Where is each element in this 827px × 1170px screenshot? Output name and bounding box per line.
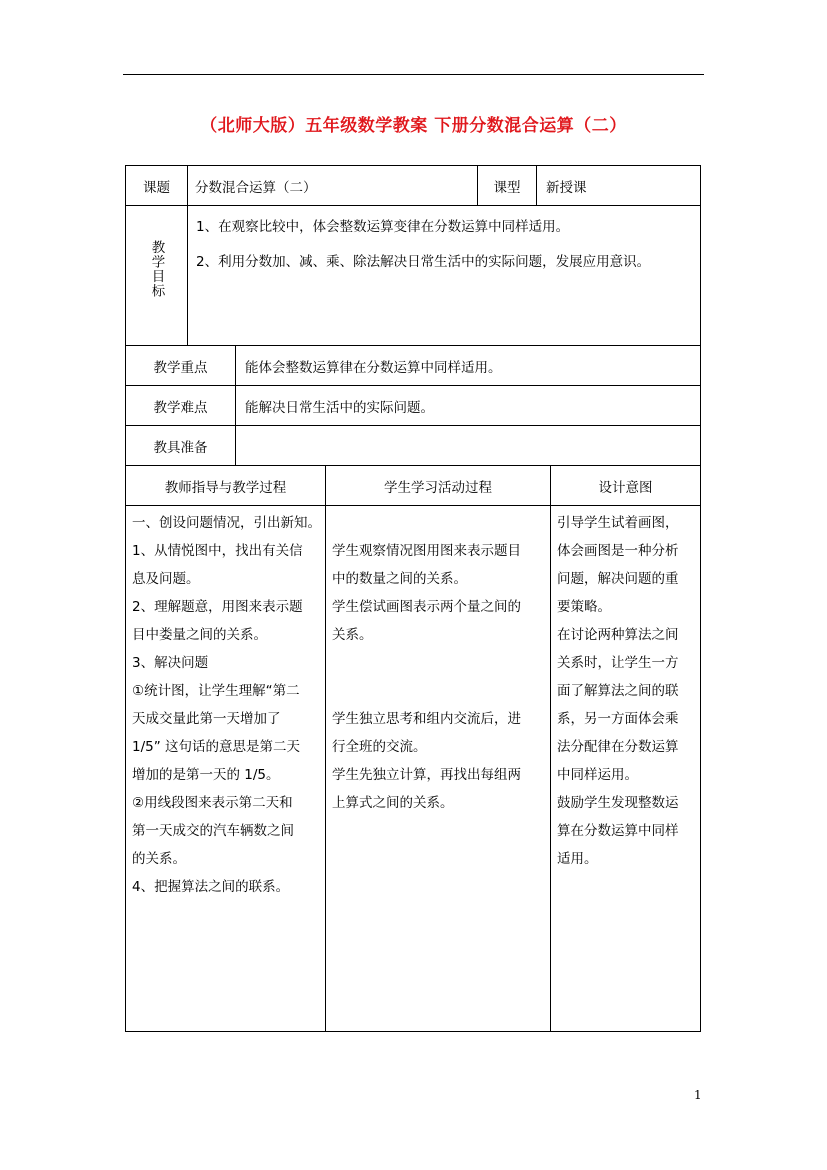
student-line	[332, 677, 550, 705]
student-line: 上算式之间的关系。	[332, 795, 454, 811]
goals-label: 教学目标	[148, 240, 165, 298]
teacher-line: 天成交量此第一天增加了	[132, 711, 281, 727]
design-line: 鼓励学生发现整数运	[557, 795, 679, 811]
student-line: 中的数量之间的关系。	[332, 571, 467, 587]
goals-label-cell	[126, 206, 187, 345]
design-line: 算在分数运算中同样	[557, 823, 679, 839]
page-number: 1	[694, 1088, 702, 1102]
teacher-line: ②用线段图来表示第二天和	[132, 795, 293, 811]
student-line: 学生观察情况图用图来表示题目	[332, 543, 521, 559]
student-line: 学生先独立计算，再找出每组两	[332, 767, 521, 783]
topic-label: 课题	[143, 179, 170, 196]
col-header-student: 学生学习活动过程	[384, 479, 492, 496]
teacher-line: 息及问题。	[132, 571, 200, 587]
teacher-line: 1、从情悦图中，找出有关信	[132, 543, 303, 559]
difficulty-label: 教学难点	[153, 399, 208, 416]
design-line: 法分配律在分数运算	[557, 739, 679, 755]
design-line: 引导学生试着画图，	[557, 515, 679, 531]
teacher-line: 一、创设问题情况，引出新知。	[132, 515, 321, 531]
col-header-design: 设计意图	[598, 479, 653, 496]
header-rule	[123, 74, 704, 75]
student-line: 关系。	[332, 627, 373, 643]
goals-cell	[188, 206, 700, 345]
teacher-line: 2、理解题意，用图来表示题	[132, 599, 303, 615]
teacher-line: ①统计图，让学生理解“第二	[132, 683, 300, 699]
design-line: 关系时，让学生一方	[557, 655, 679, 671]
design-intent-cell	[551, 506, 700, 1031]
col-header-teacher: 教师指导与教学过程	[164, 479, 287, 496]
teacher-line: 1/5” 这句话的意思是第二天	[132, 739, 301, 755]
design-line: 适用。	[557, 851, 598, 867]
design-line: 面了解算法之间的联	[557, 683, 679, 699]
design-line: 中同样运用。	[557, 767, 638, 783]
type-label: 课型	[493, 179, 521, 196]
topic-value: 分数混合运算（二）	[195, 179, 317, 196]
student-line: 学生独立思考和组内交流后，进	[332, 711, 521, 727]
teacher-line: 增加的是第一天的 1/5。	[132, 767, 280, 783]
tools-value	[236, 426, 700, 465]
focus-value: 能体会整数运算律在分数运算中同样适用。	[245, 359, 502, 376]
teacher-line: 目中娄量之间的关系。	[132, 627, 267, 643]
focus-label: 教学重点	[153, 359, 208, 376]
student-process-cell	[326, 506, 550, 1031]
tools-label: 教具准备	[153, 439, 208, 456]
design-line: 体会画图是一种分析	[557, 543, 679, 559]
design-line: 问题，解决问题的重	[557, 571, 679, 587]
student-line	[332, 509, 550, 537]
design-line: 要策略。	[557, 599, 611, 615]
student-line: 学生偿试画图表示两个量之间的	[332, 599, 521, 615]
design-line: 系，另一方面体会乘	[557, 711, 679, 727]
teacher-process-cell	[126, 506, 325, 1031]
table-border-bottom	[125, 1031, 701, 1032]
teacher-line: 第一天成交的汽车辆数之间	[132, 823, 294, 839]
goal-item: 1、在观察比较中，体会整数运算变律在分数运算中同样适用。	[196, 219, 570, 235]
student-line	[332, 649, 550, 677]
goal-item: 2、利用分数加、减、乘、除法解决日常生活中的实际问题，发展应用意识。	[196, 254, 651, 270]
table-border-right	[700, 165, 701, 1032]
difficulty-value: 能解决日常生活中的实际问题。	[245, 399, 434, 416]
student-line: 行全班的交流。	[332, 739, 427, 755]
type-value: 新授课	[546, 179, 587, 196]
design-line: 在讨论两种算法之间	[557, 627, 679, 643]
document-title: （北师大版）五年级数学教案 下册分数混合运算（二）	[200, 116, 627, 136]
teacher-line: 3、解决问题	[132, 655, 209, 671]
teacher-line: 4、把握算法之间的联系。	[132, 879, 290, 895]
teacher-line: 的关系。	[132, 851, 186, 867]
